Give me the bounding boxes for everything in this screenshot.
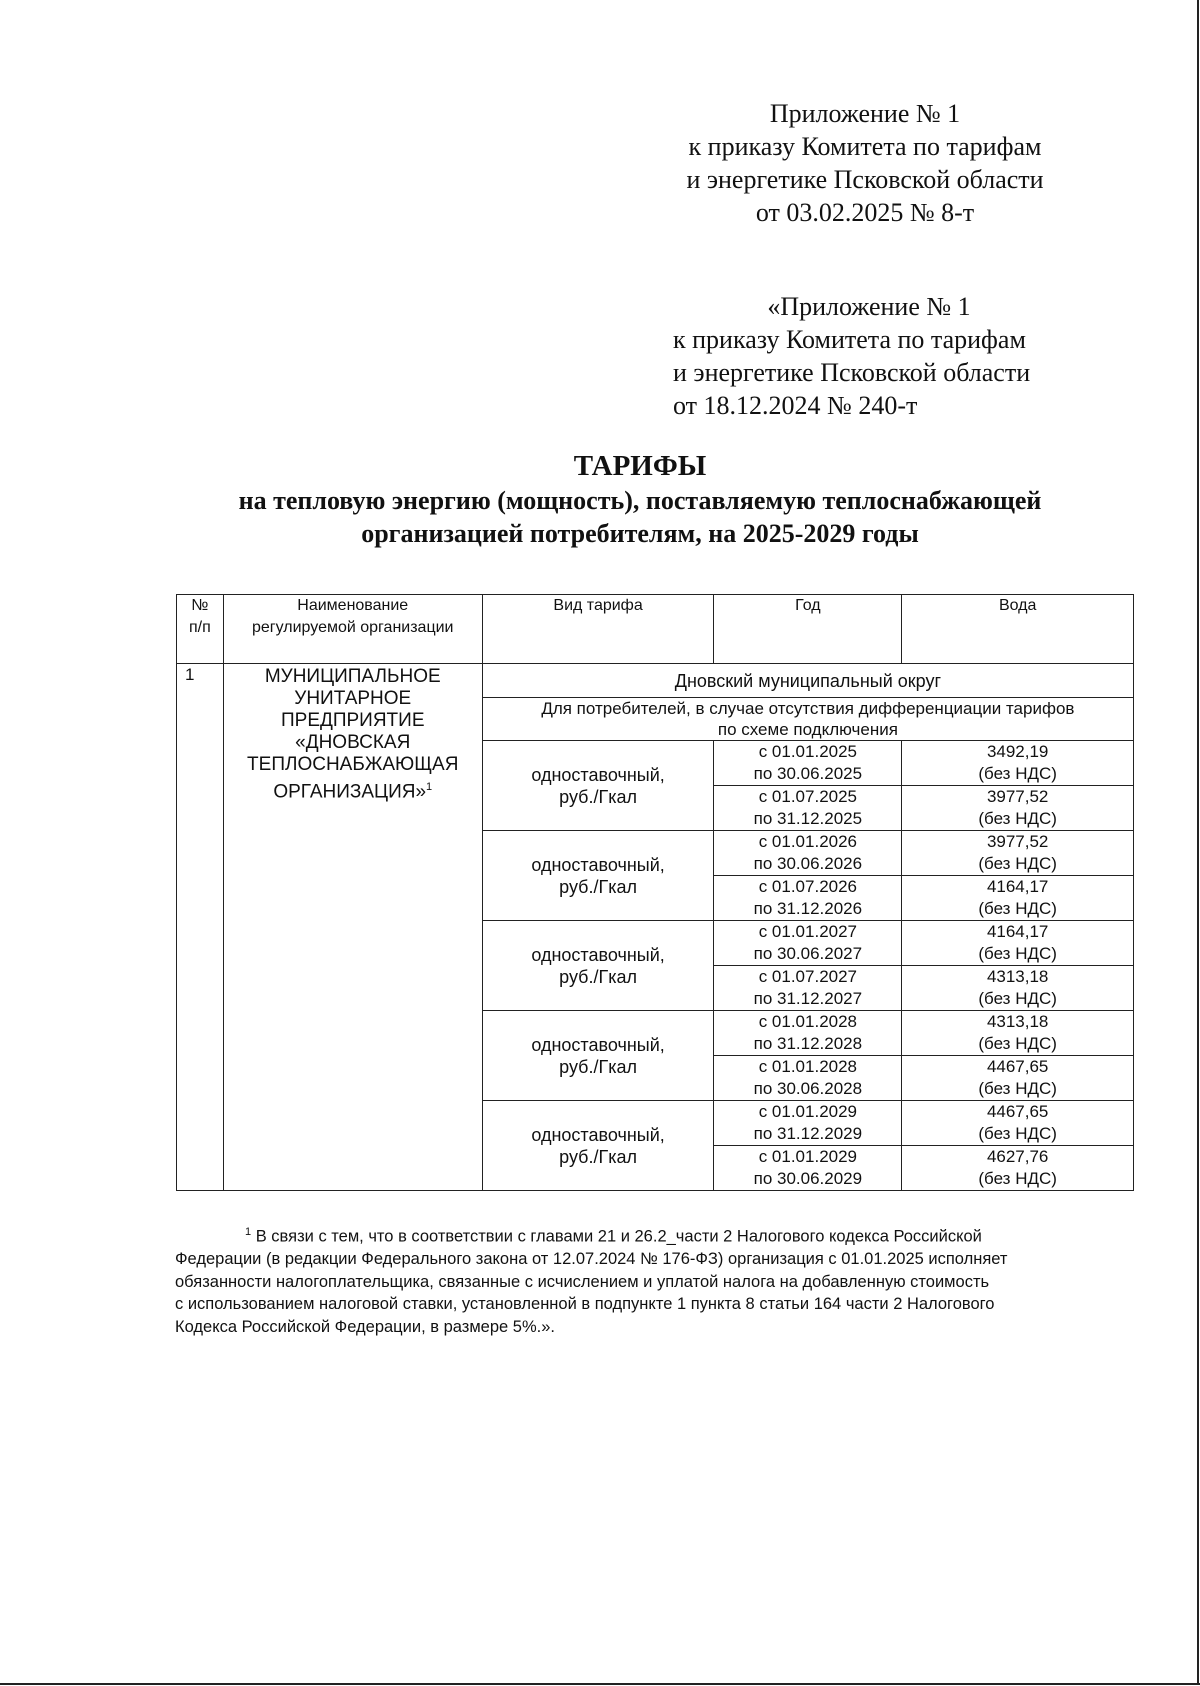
water-tariff-cell [902,741,1134,786]
footnote-line: Федерации (в редакции Федерального закона от 12.07.2024 № 176-ФЗ) организация с 01.01.2025 исполняет [175,1250,1008,1268]
title-main: ТАРИФЫ [573,450,707,482]
footnote-text: В связи с тем, что в соответствии с главами 21 и 26.2_части 2 Налогового кодекса Российской [255,1227,982,1246]
period-from: с 01.01.2029 [758,1147,858,1166]
tariff-value: 4164,17 [986,877,1049,896]
footnote-line: обязанности налогоплательщика, связанные с исчислением и уплатой налога на добавленную стоимость [175,1272,990,1291]
consumers-note-line: Для потребителей, в случае отсутствия дифференциации тарифов [541,699,1075,718]
vat-note: (без НДС) [978,989,1057,1008]
original-approval-stamp [665,290,1065,422]
period-to: по 31.12.2029 [753,1124,863,1143]
period-cell [714,1056,902,1101]
approval-line: и энергетике Псковской области [686,165,1044,194]
vat-note: (без НДС) [978,944,1057,963]
organization-line [227,776,479,803]
organization-line: ТЕПЛОСНАБЖАЮЩАЯ [247,754,459,775]
tariff-type [482,1101,714,1191]
tariff-type-unit: руб./Гкал [559,876,637,897]
row-number: 1 [177,664,224,1191]
footnote-mark: 1 [245,1226,252,1238]
tariff-value: 4313,18 [986,967,1049,986]
period-from: с 01.01.2028 [758,1012,858,1031]
tariff-type-line: одноставочный, [531,944,665,965]
header-number-line: № [191,597,209,614]
tariff-value: 4467,65 [986,1057,1049,1076]
period-cell [714,1101,902,1146]
tariff-type [482,921,714,1011]
water-tariff-cell [902,1056,1134,1101]
vat-note: (без НДС) [978,764,1057,783]
consumers-note [482,698,1133,741]
tariff-type [482,741,714,831]
period-from: с 01.07.2026 [758,877,858,896]
water-tariff-cell [902,1101,1134,1146]
tariff-value: 4313,18 [986,1012,1049,1031]
period-to: по 31.12.2025 [753,809,863,828]
vat-note: (без НДС) [978,899,1057,918]
approval-stamp [665,97,1065,229]
header-tariff-type: Вид тарифа [482,595,714,664]
tariff-type [482,1011,714,1101]
period-to: по 31.12.2026 [753,899,863,918]
original-approval-line: и энергетике Псковской области [673,358,1031,387]
vat-note: (без НДС) [978,1079,1057,1098]
water-tariff-cell [902,921,1134,966]
period-cell [714,741,902,786]
period-cell [714,921,902,966]
vat-note: (без НДС) [978,809,1057,828]
organization-line: МУНИЦИПАЛЬНОЕ [264,666,441,687]
approval-line: Приложение № 1 [769,99,961,128]
period-from: с 01.01.2028 [758,1057,858,1076]
water-tariff-cell [902,876,1134,921]
tariff-type-unit: руб./Гкал [559,966,637,987]
vat-note: (без НДС) [978,1169,1057,1188]
organization-line: ПРЕДПРИЯТИЕ [280,710,425,731]
organization-line-text: ОРГАНИЗАЦИЯ» [273,781,427,803]
tariff-value: 4164,17 [986,922,1049,941]
period-from: с 01.01.2027 [758,922,858,941]
water-tariff-cell [902,786,1134,831]
tariff-type-unit: руб./Гкал [559,786,637,807]
organization-name [223,664,482,1191]
period-from: с 01.01.2029 [758,1102,858,1121]
period-to: по 31.12.2028 [753,1034,863,1053]
water-tariff-cell [902,966,1134,1011]
vat-note: (без НДС) [978,854,1057,873]
period-to: по 30.06.2026 [753,854,863,873]
period-from: с 01.01.2026 [758,832,858,851]
period-to: по 30.06.2029 [753,1169,863,1188]
tariffs-table [176,594,1134,1191]
period-from: с 01.07.2027 [758,967,858,986]
header-organization-line: регулируемой организации [251,619,454,636]
period-from: с 01.07.2025 [758,787,858,806]
period-to: по 30.06.2027 [753,944,863,963]
water-tariff-cell [902,831,1134,876]
period-to: по 30.06.2028 [753,1079,863,1098]
header-water: Вода [902,595,1134,664]
tariff-value: 4467,65 [986,1102,1049,1121]
period-cell [714,876,902,921]
region-row [177,664,1134,698]
organization-line: «ДНОВСКАЯ [295,732,411,753]
vat-note: (без НДС) [978,1034,1057,1053]
document-title [150,448,1130,550]
period-to: по 30.06.2025 [753,764,863,783]
period-cell [714,1011,902,1056]
tariff-type-line: одноставочный, [531,854,665,875]
title-line-2: организацией потребителям, на 2025-2029 годы [361,519,919,548]
header-organization-line: Наименование [297,597,409,614]
tariff-type-line: одноставочный, [531,1124,665,1145]
tariff-type-line: одноставочный, [531,1034,665,1055]
tariff-type-line: одноставочный, [531,764,665,785]
tariff-type [482,831,714,921]
header-organization [223,595,482,664]
footnote-line: Кодекса Российской Федерации, в размере 5%.». [175,1317,555,1336]
period-to: по 31.12.2027 [753,989,863,1008]
period-cell [714,831,902,876]
tariff-type-unit: руб./Гкал [559,1146,637,1167]
region-name: Дновский муниципальный округ [482,664,1133,698]
page-edge-right [1197,0,1199,1684]
vat-note: (без НДС) [978,1124,1057,1143]
footnote-line [175,1221,1130,1248]
header-year: Год [714,595,902,664]
table-header-row [177,595,1134,664]
footnote-mark: 1 [426,781,433,793]
page-edge-bottom [0,1683,1200,1685]
approval-line: к приказу Комитета по тарифам [688,132,1042,161]
period-cell [714,786,902,831]
tariff-value: 3977,52 [986,787,1049,806]
approval-line: от 03.02.2025 № 8-т [755,198,975,227]
tariff-type-unit: руб./Гкал [559,1056,637,1077]
consumers-note-line: по схеме подключения [717,720,898,739]
period-cell [714,1146,902,1191]
header-number [177,595,224,664]
tariff-value: 3977,52 [986,832,1049,851]
header-number-line: п/п [188,619,211,636]
period-from: с 01.01.2025 [758,742,858,761]
title-line-1: на тепловую энергию (мощность), поставляемую теплоснабжающей [238,486,1042,515]
tariff-value: 3492,19 [986,742,1049,761]
original-approval-line: к приказу Комитета по тарифам [673,325,1026,354]
footnote-line: с использованием налоговой ставки, установленной в подпункте 1 пункта 8 статьи 164 части 2 Налогового [175,1295,995,1313]
tariff-value: 4627,76 [986,1147,1049,1166]
water-tariff-cell [902,1146,1134,1191]
footnote [175,1221,1130,1338]
period-cell [714,966,902,1011]
original-approval-line: от 18.12.2024 № 240-т [673,391,918,420]
water-tariff-cell [902,1011,1134,1056]
original-approval-line: «Приложение № 1 [767,292,971,321]
organization-line: УНИТАРНОЕ [294,688,412,709]
